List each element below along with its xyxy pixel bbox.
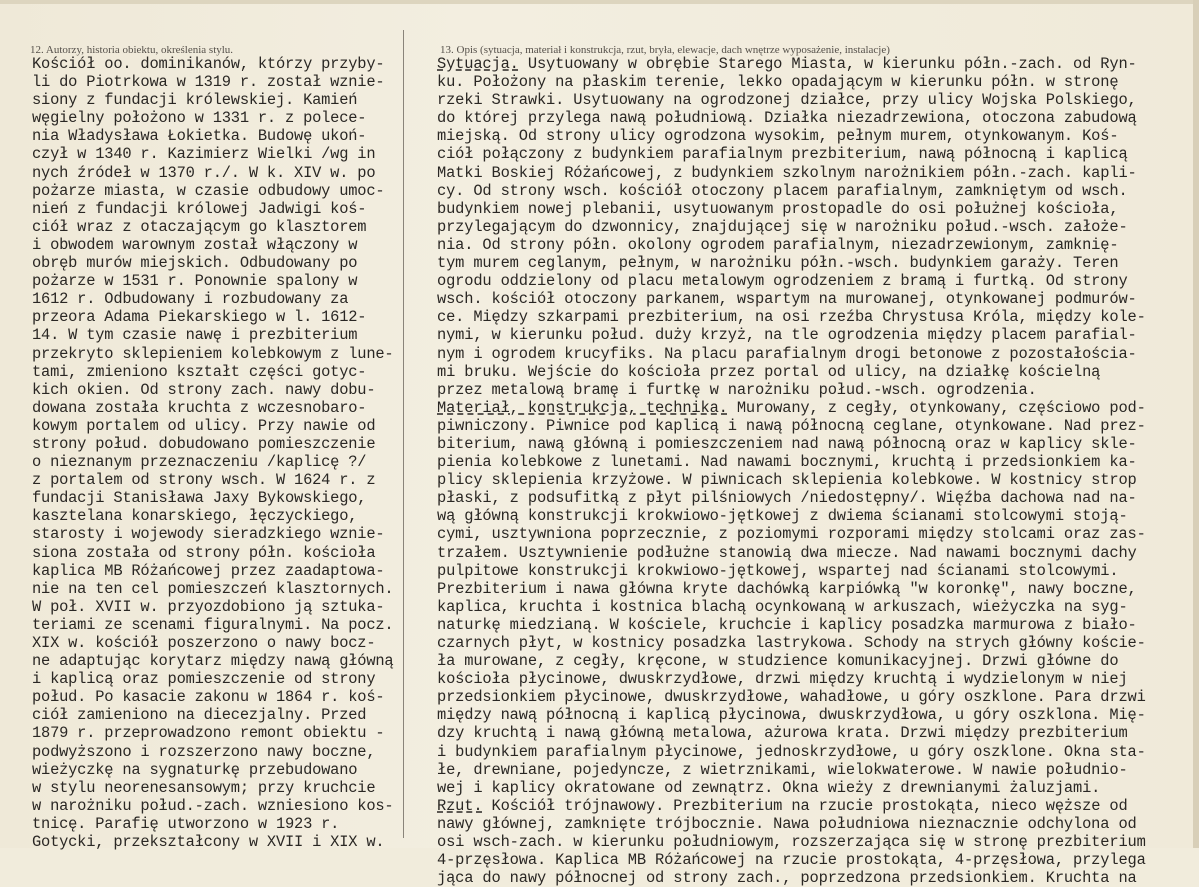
description-text-line: przedsionkiem płycinowe, dwuskrzydłowe, wahadłowe, u góry oszklone. Para drzwi <box>437 688 1146 707</box>
history-text-line: siony z fundacji królewskiej. Kamień <box>32 91 358 110</box>
history-text-line: tami, zmieniono kształt części gotyc- <box>32 362 367 381</box>
description-text-line: wej i kaplicy okratowane od zewnątrz. Okna wieży z drewnianymi żaluzjami. <box>437 778 1101 797</box>
section-13-header: 13. Opis (sytuacja, materiał i konstrukcja, rzut, bryła, elewacje, dach wnętrze wyposażenie, instalacje) <box>440 44 890 56</box>
description-text-line: Sytuacja. Usytuowany w obrębie Starego Miasta, w kierunku półn.-zach. od Ryn- <box>437 55 1137 73</box>
description-text-line: przez metalową bramę i furtkę w narożniku połud.-wsch. ogrodzenia. <box>437 380 1037 399</box>
description-text-line: biterium, nawą główną i pomieszczeniem nad nawą północną oraz w kaplicy skle- <box>437 434 1137 453</box>
history-text-line: podwyższono i rozszerzono nawy boczne, <box>32 742 376 761</box>
history-text-line: pożarze miasta, w czasie odbudowy umoc- <box>32 181 385 200</box>
description-text-line: ciół połączony z budynkiem parafialnym prezbiterium, nawą północną i kaplicą <box>437 145 1128 164</box>
history-text-line: węgielny położono w 1331 r. z polece- <box>32 109 367 128</box>
history-text-line: kasztelana konarskiego, łęczyckiego, <box>32 507 358 526</box>
history-text-line: obręb murów miejskich. Odbudowany po <box>32 254 358 273</box>
history-text-line: przeora Adama Piekarskiego w l. 1612- <box>32 308 367 327</box>
description-text-line: kościoła płycinowe, dwuskrzydłowe, drzwi między kruchtą i wydzielonym w niej <box>437 670 1128 689</box>
description-text-line: budynkiem nowej plebanii, usytuowanym prostopadle do osi połużnej kościoła, <box>437 199 1119 218</box>
history-text-line: kaplica MB Różańcowej przez zaadaptowa- <box>32 561 385 580</box>
description-text-line: nym i ogrodem krucyfiks. Na placu parafialnym drogi betonowe z pozostałościa- <box>437 344 1137 363</box>
history-text-line: tnicę. Parafię utworzono w 1923 r. <box>32 814 340 833</box>
description-text-line: między nawą północną i kaplicą płycinowa, dwuskrzydłowa, u góry oszklona. Mię- <box>437 706 1146 725</box>
history-text-line: i kaplicą oraz pomieszczenie od strony <box>32 670 376 689</box>
description-text-line: płaski, z podsufitką z płyt pilśniowych /niedostępny/. Więźba dachowa nad na- <box>437 489 1137 508</box>
description-text-line: 4-przęsłowa. Kaplica MB Różańcowej na rzucie prostokąta, 4-przęsłowa, przylega <box>437 851 1146 870</box>
history-text-line: starosty i wojewody sieradzkiego wznie- <box>32 525 385 544</box>
description-text-line: Prezbiterium i nawa główna kryte dachówką karpiówką "w koronkę", nawy boczne, <box>437 579 1137 598</box>
description-text-line: wą główną konstrukcji krokwiowo-jętkowej z dwiema ścianami stolcowymi stoją- <box>437 507 1128 526</box>
history-text-line: ciół zamieniono na diecezjalny. Przed <box>32 706 367 725</box>
history-text-line: 1612 r. Odbudowany i rozbudowany za <box>32 290 349 309</box>
history-text-line: w stylu neorenesansowym; przy kruchcie <box>32 778 376 797</box>
history-text-line: Gotycki, przekształcony w XVII i XIX w. <box>32 833 385 852</box>
description-text-line: cy. Od strony wsch. kościół otoczony placem parafialnym, zamkniętym od wsch. <box>437 181 1128 200</box>
history-text-line: wieżyczkę na sygnaturkę przebudowano <box>32 760 358 779</box>
description-text-line: czarnych płyt, w kostnicy posadzka lastrykowa. Schody na strych główny koście- <box>437 634 1146 652</box>
description-text-column <box>437 55 1197 887</box>
section-12-header: 12. Autorzy, historia obiektu, określenia stylu. <box>30 44 234 56</box>
description-text-line: do której przylega nawą południową. Działka niezadrzewiona, otoczona zabudową <box>437 109 1137 128</box>
description-text-line: Rzut. Kościół trójnawowy. Prezbiterium na rzucie prostokąta, nieco węższe od <box>437 796 1128 815</box>
description-text-line: i budynkiem parafialnym płycinowe, jednoskrzydłowe, u góry oszklone. Okna sta- <box>437 742 1146 761</box>
history-text-line: kich okien. Od strony zach. nawy dobu- <box>32 380 376 399</box>
description-text-line: naturkę miedzianą. W kościele, kruchcie i kaplicy posadzka marmurowa z biało- <box>437 615 1137 634</box>
history-text-column <box>32 55 400 851</box>
history-text-line: połud. Po kasacie zakonu w 1864 r. koś- <box>32 688 385 707</box>
history-text-line: li do Piotrkowa w 1319 r. został wznie- <box>32 73 385 92</box>
history-text-line: 14. W tym czasie nawę i prezbiterium <box>32 326 358 345</box>
description-text-line: nymi, w kierunku połud. duży krzyż, na tle ogrodzenia między placem parafial- <box>437 326 1137 345</box>
history-text-line: o nieznanym przeznaczeniu /kaplicę ?/ <box>32 453 367 472</box>
description-text-line: pulpitowe konstrukcji krokwiowo-jętkowej, wspartej nad ścianami stolcowymi. <box>437 561 1119 580</box>
history-text-line: strony połud. dobudowano pomieszczenie <box>32 434 376 453</box>
section-heading: Rzut. <box>437 796 483 815</box>
description-text-line: przylegającym do dzwonnicy, znajdującej się w narożniku połud.-wsch. założe- <box>437 217 1128 236</box>
description-text-line: osi wsch-zach. w kierunku południowym, rozszerzająca się w stronę prezbiterium <box>437 833 1146 852</box>
description-text-line: miejską. Od strony ulicy ogrodzona wysokim, pełnym murem, otynkowanym. Koś- <box>437 127 1119 146</box>
history-text-line: fundacji Stanisława Jaxy Bykowskiego, <box>32 489 367 508</box>
description-text-line: mi bruku. Wejście do kościoła przez portal od ulicy, na działkę kościelną <box>437 362 1101 381</box>
description-text-line: łe, drewniane, pojedyncze, z wietrznikami, wielokwaterowe. W nawie południo- <box>437 760 1128 779</box>
description-text-line: ogrodu oddzielony od placu metalowym ogrodzeniem z bramą i furtką. Od strony <box>437 272 1128 291</box>
description-text-line: rzeki Strawki. Usytuowany na ogrodzonej działce, przy ulicy Wojska Polskiego, <box>437 91 1137 110</box>
description-text-line: cymi, usztywniona poprzecznie, z poziomymi rozporami między stolcami oraz zas- <box>437 525 1146 544</box>
history-text-line: 1879 r. przeprowadzono remont obiektu - <box>32 724 385 743</box>
description-text-line: ce. Między szkarpami prezbiterium, na osi rzeźba Chrystusa Króla, między kole- <box>437 308 1146 327</box>
card-top-edge <box>0 0 1199 4</box>
section-heading: Materiał, konstrukcja, technika. <box>437 398 728 417</box>
history-text-line: XIX w. kościół poszerzono o nawy bocz- <box>32 634 376 652</box>
history-text-line: pożarze w 1531 r. Ponownie spalony w <box>32 272 358 291</box>
history-text-line: nień z fundacji królowej Jadwigi koś- <box>32 199 367 218</box>
description-text-line: pienia kolebkowe z lunetami. Nad nawami bocznymi, kruchtą i przedsionkiem ka- <box>437 453 1137 472</box>
history-text-line: z portalem od strony wsch. W 1624 r. z <box>32 471 376 490</box>
history-text-line: w narożniku połud.-zach. wzniesiono kos- <box>32 796 394 815</box>
description-text-line: nia. Od strony półn. okolony ogrodem parafialnym, niezadrzewionym, zamknię- <box>437 235 1119 254</box>
description-text-line: tym murem ceglanym, pełnym, w narożniku półn.-wsch. budynkiem garaży. Teren <box>437 254 1119 273</box>
description-text-line: plicy sklepienia krzyżowe. W piwnicach sklepienia kolebkowe. W kostnicy strop <box>437 471 1137 490</box>
history-text-line: nie na ten cel pomieszczeń klasztornych. <box>32 579 394 598</box>
description-text-line: ła murowane, z cegły, kręcone, w studzience komunikacyjnej. Drzwi główne do <box>437 652 1119 671</box>
history-text-line: przekryto sklepieniem kolebkowym z lune- <box>32 344 394 363</box>
history-text-line: teriami ze scenami figuralnymi. Na pocz. <box>32 615 394 634</box>
description-text-line: piwniczony. Piwnice pod kaplicą i nawą północną ceglane, otynkowane. Nad prez- <box>437 416 1146 435</box>
section-heading: Sytuacja. <box>437 55 519 73</box>
description-text-line: kaplica, kruchta i kostnica blachą ocynkowaną w arkuszach, wieżyczka na syg- <box>437 597 1128 616</box>
description-text-line: ku. Położony na płaskim terenie, lekko opadającym w kierunku półn. w stronę <box>437 73 1119 92</box>
column-divider <box>403 30 404 838</box>
history-text-line: kowym portalem od ulicy. Przy nawie od <box>32 416 376 435</box>
description-text-line: nawy głównej, zamknięte trójbocznie. Nawa południowa nieznacznie odchylona od <box>437 814 1137 833</box>
description-text-line: wsch. kościół otoczony parkanem, wspartym na murowanej, otynkowanej podmurów- <box>437 290 1137 309</box>
history-text-line: i obwodem warownym został włączony w <box>32 235 358 254</box>
history-text-line: ciół wraz z otaczającym go klasztorem <box>32 217 367 236</box>
history-text-line: W poł. XVII w. przyozdobiono ją sztuka- <box>32 597 385 616</box>
history-text-line: nych źródeł w 1370 r./. W k. XIV w. po <box>32 163 376 182</box>
description-text-line: Materiał, konstrukcja, technika. Murowany, z cegły, otynkowany, częściowo pod- <box>437 398 1146 417</box>
description-text-line: jąca do nawy północnej od strony zach., poprzedzona przedsionkiem. Kruchta na <box>437 869 1137 887</box>
description-text-line: dzy kruchtą i nawą główną metalowa, ażurowa krata. Drzwi między prezbiterium <box>437 724 1128 743</box>
history-text-line: Kościół oo. dominikanów, którzy przyby- <box>32 55 385 73</box>
description-text-line: trzałem. Usztywnienie podłużne stanowią dwa miecze. Nad nawami bocznymi dachy <box>437 543 1137 562</box>
history-text-line: dowana została kruchta z wczesnobaro- <box>32 398 367 417</box>
history-text-line: czył w 1340 r. Kazimierz Wielki /wg in <box>32 145 376 164</box>
history-text-line: nia Władysława Łokietka. Budowę ukoń- <box>32 127 367 146</box>
history-text-line: ne adaptując korytarz między nawą główną <box>32 652 394 671</box>
history-text-line: siona została od strony półn. kościoła <box>32 543 376 562</box>
description-text-line: Matki Boskiej Różańcowej, z budynkiem szkolnym narożnikiem półn.-zach. kapli- <box>437 163 1137 182</box>
